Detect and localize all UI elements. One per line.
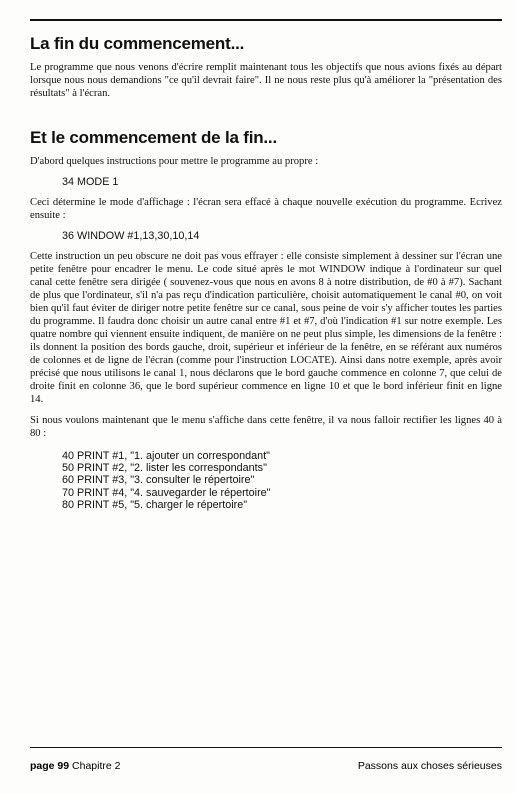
code-line-window: 36 WINDOW #1,13,30,10,14 [62,230,200,242]
mode-paragraph: Ceci détermine le mode d'affichage : l'écran sera effacé à chaque nouvelle exécution du programme. Ecrivez ensuite : [30,197,502,221]
code-listing-line: 80 PRINT #5, "5. charger le répertoire" [62,498,248,511]
code-listing [62,450,502,511]
top-rule [30,19,502,21]
section-heading-2: Et le commencement de la fin... [30,128,277,147]
intro-paragraph: D'abord quelques instructions pour mettre le programme au propre : [30,156,319,167]
code-listing-line: 70 PRINT #4, "4. sauvegarder le répertoire" [62,486,271,499]
code-listing-line: 40 PRINT #1, "1. ajouter un correspondant" [62,450,270,462]
footer-right: Passons aux choses sérieuses [357,760,502,772]
code-line-mode: 34 MODE 1 [62,176,119,188]
section-heading-1: La fin du commencement... [30,34,245,53]
code-listing-line: 50 PRINT #2, "2. lister les correspondants" [62,462,267,475]
chapter-label: Chapitre 2 [72,760,121,772]
page-number: page 99 [30,760,70,772]
page-content [30,34,502,511]
footer-left [30,760,120,772]
page-footer [30,760,502,774]
rectify-paragraph: Si nous voulons maintenant que le menu s'affiche dans cette fenêtre, il va nous falloir rectifier les lignes 40 à 80 : [30,415,502,439]
code-listing-line: 60 PRINT #3, "3. consulter le répertoire" [62,474,255,487]
window-explanation-paragraph: Cette instruction un peu obscure ne doit pas vous effrayer : elle consiste simplement à dessiner sur l'écran une petite fenêtre pour encadrer le menu. Le code situé après le mot WINDOW indique à l'ordinateur sur quel canal cette fenêtre sera dirigée ( souvenez-vous que nous en avons 8 à notre distribution, de #0 à #7). Sachant de plus que l'ordinateur, s'il n'a pas reçu d'indication particulière, choisit automatiquement le canal #0, on voit bien qu'il faut éviter de diriger notre petite fenêtre sur ce canal, sous peine de voir s'y afficher toutes les parties du programme. Il faudra donc choisir un autre canal entre #1 et #7, d'où l'indication #1 sur notre exemple. Les quatre nombre qui viennent ensuite indiquent, de manière on ne peut plus simple, les dimensions de la fenêtre : ils donnent la position des bords gauche, droit, supérieur et inférieur de la fenêtre, en se référant aux numéros de colonnes et de ligne de l'écran (comme pour l'instruction LOCATE). Ainsi dans notre exemple, après avoir précisé que nous utilisons le canal 1, nous déclarons que le bord gauche commence en colonne 7, que celui de droite finit en colonne 36, que le bord supérieur commence en ligne 10 et que le bord inférieur finit en ligne 14. [30,251,502,405]
section1-paragraph: Le programme que nous venons d'écrire remplit maintenant tous les objectifs que nous avions fixés au départ lorsque nous nous demandions "ce qu'il devrait faire". Il ne nous reste plus qu'à améliorer la "présentation des résultats" à l'écran. [30,62,502,99]
bottom-rule [30,747,502,748]
